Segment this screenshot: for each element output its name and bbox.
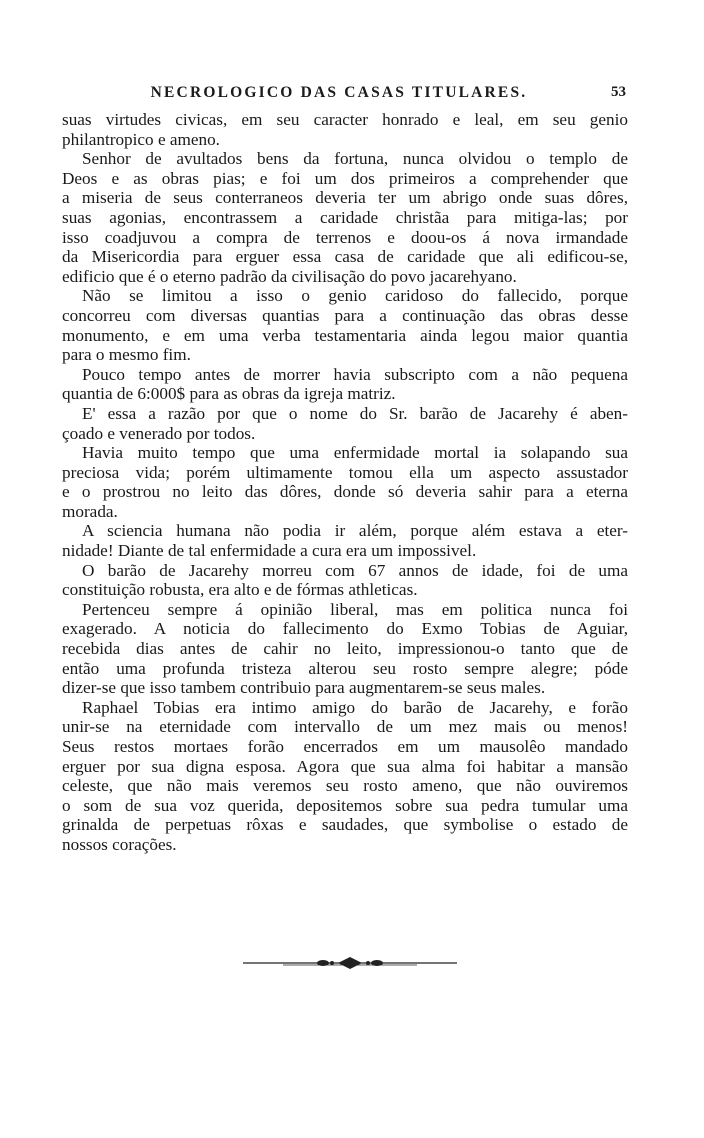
- paragraph: [62, 521, 628, 560]
- text-line: monumento, e em uma verba testamentaria ainda legou maior quantia: [62, 325, 628, 345]
- paragraph: [62, 149, 628, 286]
- paragraph: [62, 443, 628, 521]
- text-line: O barão de Jacarehy morreu com 67 annos de idade, foi de uma: [82, 560, 628, 580]
- text-line: o som de sua voz querida, depositemos sobre sua pedra tumular uma: [62, 795, 628, 815]
- text-line: erguer por sua digna esposa. Agora que sua alma foi habitar a mansão: [62, 756, 628, 776]
- paragraph: [62, 110, 628, 149]
- text-line: suas agonias, encontrassem a caridade christãa para mitiga-las; por: [62, 207, 628, 227]
- paragraph: [62, 365, 628, 404]
- text-line: grinalda de perpetuas rôxas e saudades, que symbolise o estado de: [62, 815, 628, 835]
- text-line: celeste, que não mais veremos seu rosto ameno, que não ouviremos: [62, 776, 628, 796]
- text-line: e o prostrou no leito das dôres, donde só deveria sahir para a eterna: [62, 482, 628, 502]
- text-line: exagerado. A noticia do fallecimento do Exmo Tobias de Aguiar,: [62, 619, 628, 639]
- text-line: edificio que é o eterno padrão da civilisação do povo jacarehyano.: [62, 266, 517, 286]
- text-line: suas virtudes civicas, em seu caracter honrado e leal, em seu genio: [62, 110, 628, 129]
- running-head-title: NECROLOGICO DAS CASAS TITULARES.: [150, 84, 528, 101]
- paragraph: [62, 561, 628, 600]
- text-line: Seus restos mortaes forão encerrados em um mausolêo mandado: [62, 737, 628, 756]
- tailpiece-ornament-icon: [243, 956, 457, 970]
- text-line: constituição robusta, era alto e de fórmas athleticas.: [62, 580, 418, 600]
- paragraph: [62, 698, 628, 855]
- running-head: [62, 82, 628, 104]
- paragraph: [62, 600, 628, 698]
- text-line: nidade! Diante de tal enfermidade a cura era um impossivel.: [62, 541, 477, 561]
- text-line: Pertenceu sempre á opinião liberal, mas em politica nunca foi: [82, 599, 628, 619]
- text-line: Pouco tempo antes de morrer havia subscripto com a não pequena: [82, 364, 628, 384]
- body-text: [62, 110, 628, 855]
- text-line: isso coadjuvou a compra de terrenos e doou-os á nova irmandade: [62, 227, 628, 247]
- text-line: çoado e venerado por todos.: [62, 423, 256, 443]
- text-line: para o mesmo fim.: [62, 345, 191, 365]
- paragraph: [62, 286, 628, 364]
- text-line: E' essa a razão por que o nome do Sr. barão de Jacarehy é aben-: [82, 403, 628, 423]
- text-line: recebida dias antes de cahir no leito, impressionou-o tanto que de: [62, 639, 628, 659]
- text-line: morada.: [62, 501, 118, 521]
- text-line: Deos e as obras pias; e foi um dos primeiros a comprehender que: [62, 168, 628, 188]
- text-line: nossos corações.: [62, 834, 177, 854]
- text-line: Raphael Tobias era intimo amigo do barão de Jacarehy, e forão: [82, 697, 628, 717]
- text-line: Senhor de avultados bens da fortuna, nunca olvidou o templo de: [82, 149, 628, 169]
- text-line: dizer-se que isso tambem contribuio para augmentarem-se seus males.: [62, 678, 546, 698]
- page-number: 53: [611, 84, 626, 100]
- text-line: Não se limitou a isso o genio caridoso do fallecido, porque: [82, 286, 628, 306]
- text-line: preciosa vida; porém ultimamente tomou ella um aspecto assustador: [62, 462, 628, 482]
- text-line: então uma profunda tristeza alterou seu rosto sempre alegre; póde: [62, 658, 628, 678]
- text-line: quantia de 6:000$ para as obras da igreja matriz.: [62, 384, 396, 404]
- text-line: philantropico e ameno.: [62, 129, 220, 149]
- text-line: A sciencia humana não podia ir além, porque além estava a eter-: [82, 521, 628, 541]
- text-line: Havia muito tempo que uma enfermidade mortal ia solapando sua: [82, 443, 628, 463]
- text-line: unir-se na eternidade com intervallo de um mez mais ou menos!: [62, 717, 628, 737]
- text-line: a miseria de seus conterraneos deveria ter um abrigo onde suas dôres,: [62, 188, 628, 208]
- text-line: da Misericordia para erguer essa casa de caridade que ali edificou-se,: [62, 247, 628, 267]
- text-line: concorreu com diversas quantias para a continuação das obras desse: [62, 305, 628, 325]
- paragraph: [62, 404, 628, 443]
